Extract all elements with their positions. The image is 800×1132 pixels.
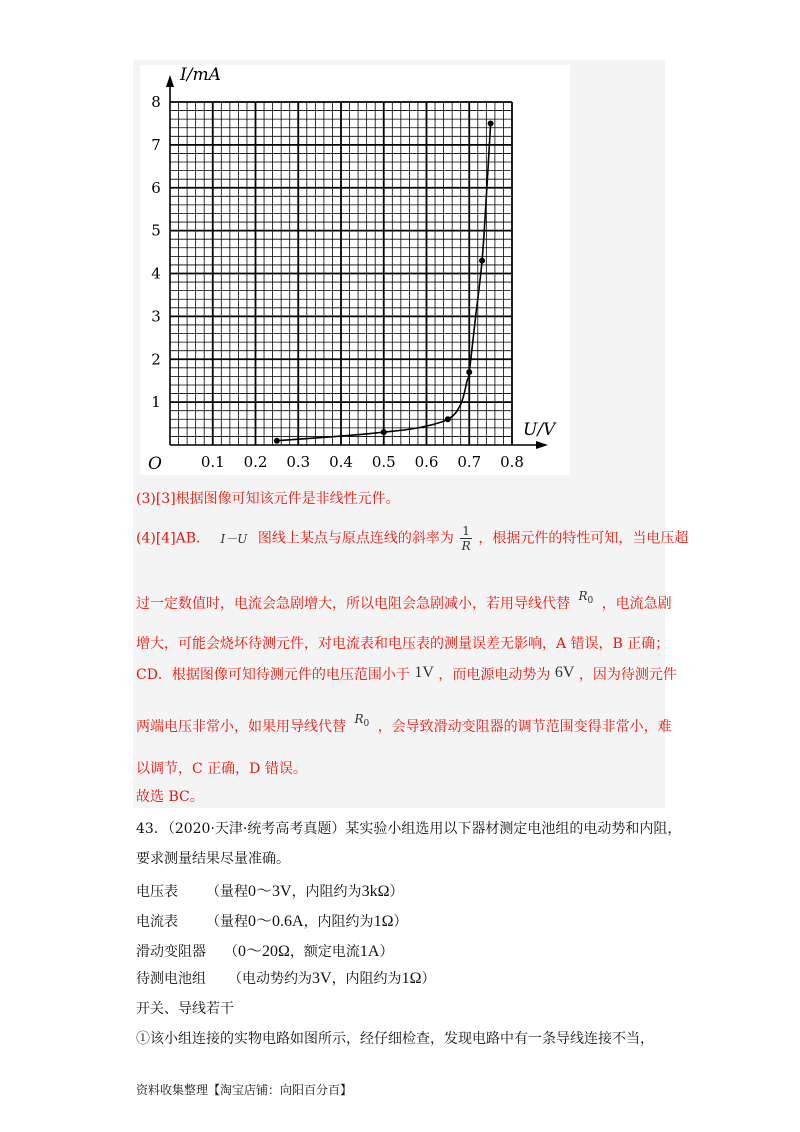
equipment-text: ，内阻约为 — [303, 914, 374, 930]
y-tick-label: 3 — [151, 307, 161, 326]
y-tick-label: 7 — [151, 135, 161, 154]
x-tick-label: 0.4 — [329, 453, 353, 471]
iu-chart-svg — [140, 65, 570, 475]
equipment-switch: 开关、导线若干 — [136, 1001, 234, 1017]
x-tick-label: 0.1 — [200, 453, 225, 471]
y-axis-arrow — [166, 75, 174, 87]
fraction-denominator: R — [461, 539, 471, 553]
x-tick-label: 0.6 — [414, 453, 439, 471]
answer-line-1: (3)[3]根据图像可知该元件是非线性元件。 — [136, 491, 400, 507]
equipment-name: 电压表 — [136, 884, 178, 900]
equipment-value: 1Ω — [401, 970, 422, 987]
data-point — [381, 429, 387, 435]
answer-line-2 — [136, 524, 689, 553]
data-point — [445, 416, 451, 422]
equipment-text: ，内阻约为 — [331, 971, 402, 987]
question-line-1: 43．（2020·天津·统考高考真题）某实验小组选用以下器材测定电池组的电动势和内阻， — [136, 821, 682, 837]
equipment-value: 3V — [312, 970, 332, 987]
equipment-value: 0～3V — [248, 883, 292, 900]
data-point — [466, 369, 472, 375]
fraction-numerator: 1 — [462, 524, 470, 538]
question-line-2: 要求测量结果尽量准确。 — [136, 851, 290, 867]
answer-text: ，因为待测元件 — [578, 667, 677, 683]
r0-subscript: 0 — [587, 596, 594, 606]
voltage-1v: 1V — [414, 664, 434, 681]
equipment-text: ） — [393, 914, 408, 930]
data-point — [488, 120, 494, 126]
equipment-value: 3kΩ — [361, 883, 390, 900]
equipment-value: 1Ω — [373, 913, 394, 930]
equipment-text: （量程 — [206, 884, 248, 900]
equipment-text: ，内阻约为 — [291, 884, 362, 900]
equipment-text: （量程 — [206, 914, 248, 930]
answer-line-3 — [136, 589, 676, 614]
equipment-rheostat — [136, 938, 393, 961]
equipment-ammeter — [136, 908, 407, 931]
equipment-text: ） — [421, 971, 436, 987]
answer-text: ，电流急剧 — [601, 596, 672, 612]
origin-label: O — [148, 454, 162, 474]
answer-text: CD．根据图像可知待测元件的电压范围小于 — [136, 667, 410, 683]
x-axis-arrow — [536, 441, 548, 449]
r0-subscript: 0 — [363, 719, 370, 729]
r0-letter: R — [354, 712, 364, 726]
equipment-battery — [136, 968, 435, 988]
y-tick-label: 1 — [151, 393, 161, 412]
y-tick-label: 2 — [151, 350, 161, 369]
answer-part-label: (4)[4]AB． — [136, 530, 211, 547]
y-tick-label: 6 — [151, 178, 161, 197]
fraction-1-over-r — [460, 524, 472, 553]
equipment-text: （电动势约为 — [228, 971, 312, 987]
answer-text: 过一定数值时，电流会急剧增大，所以电阻会急剧减小，若用导线代替 — [136, 596, 570, 612]
equipment-value: 1A — [359, 943, 380, 960]
x-tick-label: 0.5 — [371, 453, 396, 471]
data-point — [479, 258, 485, 264]
equipment-text: ） — [389, 884, 404, 900]
r0-symbol — [354, 712, 370, 729]
r0-letter: R — [578, 589, 588, 603]
equipment-voltmeter — [136, 878, 403, 901]
r0-symbol — [578, 589, 594, 606]
voltage-6v: 6V — [554, 664, 575, 681]
y-tick-label: 8 — [151, 93, 161, 111]
x-tick-label: 0.2 — [243, 453, 268, 471]
x-axis-label: U/V — [523, 420, 556, 440]
x-tick-label: 0.7 — [457, 453, 482, 471]
equipment-text: ） — [379, 944, 394, 960]
answer-text: ，根据元件的特性可知，当电压超 — [478, 530, 689, 547]
y-axis-label: I/mA — [180, 65, 221, 85]
answer-text: ，会导致滑动变阻器的调节范围变得非常小，难 — [377, 719, 672, 735]
question-part-1: ①该小组连接的实物电路如图所示，经仔细检查，发现电路中有一条导线连接不当， — [136, 1031, 654, 1047]
answer-line-5 — [136, 664, 676, 684]
iu-chart — [140, 65, 570, 475]
equipment-text: ，额定电流 — [289, 944, 360, 960]
equipment-name: 待测电池组 — [136, 971, 206, 987]
answer-text: 两端电压非常小，如果用导线代替 — [136, 719, 346, 735]
equipment-value: 0～20Ω — [238, 943, 290, 960]
answer-line-8: 故选 BC。 — [136, 789, 204, 805]
equipment-value: 0～0.6A — [248, 913, 304, 930]
page-footer: 资料收集整理【淘宝店铺：向阳百分百】 — [136, 1083, 353, 1097]
answer-line-7: 以调节，C 正确，D 错误。 — [136, 761, 307, 777]
equipment-name: 滑动变阻器 — [136, 944, 206, 960]
y-tick-label: 4 — [151, 264, 161, 283]
answer-text: 图线上某点与原点连线的斜率为 — [257, 530, 454, 547]
x-tick-label: 0.3 — [286, 453, 311, 471]
equipment-name: 电流表 — [136, 914, 178, 930]
x-tick-label: 0.8 — [500, 453, 524, 471]
data-point — [274, 438, 280, 444]
equipment-text: （ — [224, 944, 238, 960]
answer-text: ，而电源电动势为 — [438, 667, 551, 683]
answer-line-6 — [136, 712, 676, 737]
y-tick-label: 5 — [151, 221, 161, 240]
i-u-symbol: I－U — [220, 531, 248, 546]
answer-line-4: 增大，可能会烧坏待测元件，对电流表和电压表的测量误差无影响，A 错误，B 正确； — [136, 636, 670, 652]
